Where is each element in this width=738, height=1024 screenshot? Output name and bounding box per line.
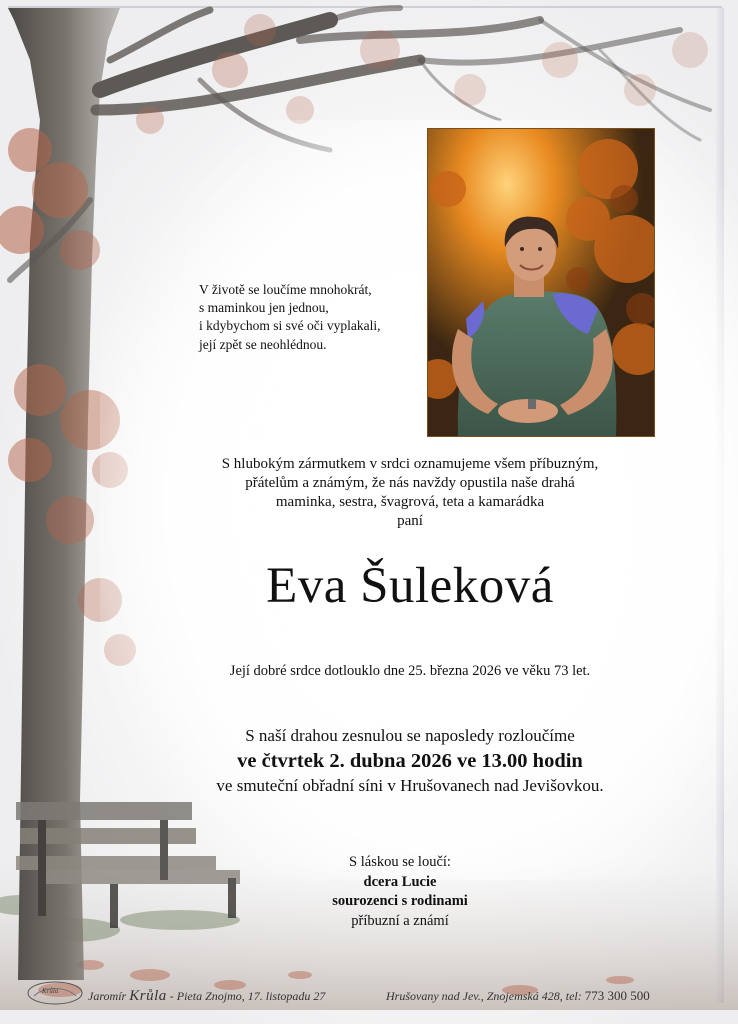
undertaker-first-name: Jaromír bbox=[88, 989, 127, 1003]
ceremony-datetime: ve čtvrtek 2. dubna 2026 ve 13.00 hodin bbox=[237, 750, 583, 772]
mourner-daughter: dcera Lucie bbox=[363, 873, 437, 890]
logo-text: Krůla bbox=[42, 987, 59, 995]
announcement-line: maminka, sestra, švagrová, teta a kamarádka bbox=[275, 494, 545, 510]
poem-line: i kdybychom si své oči vyplakali, bbox=[199, 318, 381, 334]
phone-number: 773 300 500 bbox=[584, 988, 650, 1003]
announcement-line: přátelům a známým, že nás navždy opustila naše drahá bbox=[245, 475, 575, 491]
ceremony-info bbox=[130, 724, 690, 798]
portrait-illustration bbox=[428, 129, 654, 436]
ceremony-intro: S naší drahou zesnulou se naposledy rozloučíme bbox=[245, 726, 575, 745]
undertaker-footer bbox=[26, 984, 716, 1008]
mourners-intro: S láskou se loučí: bbox=[349, 854, 451, 870]
undertaker-brand: Krůla bbox=[129, 988, 167, 1004]
announcement-line: paní bbox=[397, 513, 423, 529]
deceased-name: Eva Šuleková bbox=[266, 558, 554, 614]
poem-line: její zpět se neohlédnou. bbox=[199, 336, 327, 352]
announcement-line: S hlubokým zármutkem v srdci oznamujeme všem příbuzným, bbox=[221, 456, 599, 472]
poem-line: s maminkou jen jednou, bbox=[199, 300, 329, 316]
memorial-poem bbox=[199, 281, 419, 354]
undertaker-address: - Pieta Znojmo, 17. listopadu 27 bbox=[169, 989, 326, 1003]
mourner-siblings: sourozenci s rodinami bbox=[332, 893, 468, 909]
mourner-others: příbuzní a známí bbox=[351, 912, 449, 929]
undertaker-name bbox=[88, 988, 325, 1005]
portrait-photo bbox=[428, 129, 654, 436]
branch-address bbox=[386, 988, 650, 1004]
poem-line: V životě se loučíme mnohokrát, bbox=[199, 282, 372, 297]
branch-address-text: Hrušovany nad Jev., Znojemská 428, tel: bbox=[386, 989, 582, 1003]
mourners-list bbox=[250, 853, 550, 931]
ceremony-place: ve smuteční obřadní síni v Hrušovanech nad Jevišovkou. bbox=[216, 776, 604, 795]
death-notice: Její dobré srdce dotlouklo dne 25. března 2026 ve věku 73 let. bbox=[229, 663, 591, 679]
announcement-text bbox=[150, 455, 670, 531]
